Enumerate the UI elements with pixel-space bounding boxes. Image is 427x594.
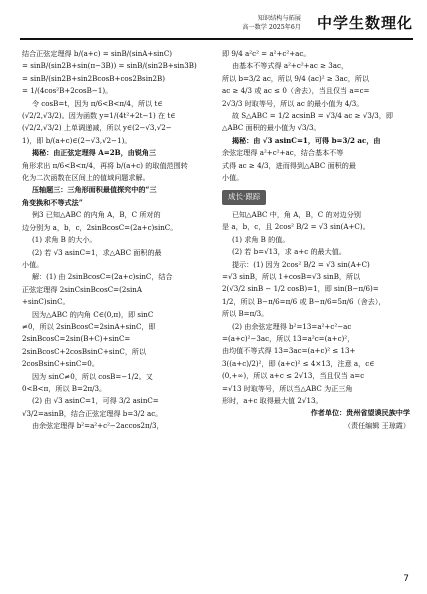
left-line: (√2/2,√3/2) 上单调递减，所以 y∈(2−√3,√2− [22, 123, 172, 133]
header-lines [183, 14, 301, 32]
right-line: (1) 求角 B 的值。 [231, 234, 290, 244]
left-line: 1)，即 b/(a+c)∈(2−√3,√2−1)。 [22, 135, 132, 145]
right-line: △ABC 面积的最小值为 √3/3。 [222, 123, 321, 133]
left-line: 小值。 [22, 259, 44, 269]
right-line: (2) 若 b=√13，求 a+c 的最大值。 [231, 247, 346, 257]
left-line: = 1/(4cos²B+2cosB−1)。 [22, 86, 113, 96]
left-line: 边分别为 a，b，c，2sinBcosC=(2a+c)sinC。 [22, 222, 178, 232]
left-column [22, 48, 212, 433]
section-title: 压轴题三：三角形面积最值探究中的“三 [31, 185, 157, 195]
right-line: 余弦定理得 a²+c²+ac，结合基本不等 [222, 148, 344, 158]
left-line: 2sinBcosC=2sin(B+C)+sinC= [22, 334, 131, 344]
right-line: 即 9/4 a²c² = a²+c²+ac。 [222, 49, 311, 58]
left-line: √3/2=asinB，结合正弦定理得 b=3/2 ac。 [22, 408, 163, 418]
left-line: 令 cosB=t，因为 π/6<B<π/4，所以 t∈ [31, 98, 163, 108]
right-line: 已知△ABC 中，角 A，B，C 的对边分别 [231, 209, 361, 219]
right-line: 是 a，b，c，且 2cos² B/2 = √3 sin(A+C)。 [222, 222, 370, 232]
right-line: 式得 ac ≥ 4/3，进而得到△ABC 面积的最 [222, 160, 356, 170]
left-line: 揭秘：由正弦定理得 A=2B，由锐角三 [31, 148, 157, 158]
left-line: 例3 已知△ABC 的内角 A，B，C 所对的 [31, 210, 161, 220]
left-line: 结合正弦定理得 b/(a+c) = sinB/(sinA+sinC) [22, 49, 173, 58]
responsible-editor: （责任编辑 王琼霞） [343, 420, 410, 430]
left-line: 因为 sinC≠0，所以 cosB=−1/2。又 [31, 371, 153, 381]
right-line: 故 S△ABC = 1/2 acsinB = √3/4 ac ≥ √3/3，即 [231, 111, 393, 121]
growth-badge: 成长·跟踪 [222, 190, 266, 204]
right-line: 所以 B=π/3。 [222, 309, 269, 319]
header-line-2: 高一数学 2025年6月 [242, 24, 301, 31]
left-line: 2sinBcosC+2cosBsinC+sinC，所以 [22, 346, 147, 356]
author-affiliation: 作者单位：贵州省望谟民族中学 [310, 408, 410, 418]
page-number: 7 [403, 574, 409, 584]
left-line: (1) 求角 B 的大小。 [31, 235, 97, 245]
right-column [222, 48, 410, 432]
right-line: (2) 由余弦定理得 b²=13=a²+c²−ac [231, 321, 352, 331]
right-line: 3((a+c)/2)²，即 (a+c)² ≤ 4×13，注意 a，c∈ [222, 358, 375, 368]
right-line: 由均值不等式得 13=3ac=(a+c)² ≤ 13+ [222, 346, 356, 356]
left-line: 由余弦定理得 b²=a²+c²−2accos2π/3， [31, 421, 164, 431]
left-line: 解：(1) 由 2sinBcosC=(2a+c)sinC，结合 [31, 272, 173, 282]
right-line: 由基本不等式得 a²+c²+ac ≥ 3ac， [231, 61, 349, 71]
right-line: =√3 sinB，所以 1+cosB=√3 sinB，所以 [222, 271, 361, 281]
left-line: 角形求出 π/6<B<π/4，再将 b/(a+c) 的取值范围转 [22, 160, 188, 170]
left-line: 2cosBsinC+sinC=0。 [22, 359, 99, 369]
header-divider [20, 38, 413, 40]
left-line: (2) 由 √3 asinC=1，可得 3/2 asinC= [31, 396, 159, 406]
right-line: 1/2，所以 B−π/6=π/6 或 B−π/6=5π/6（舍去）， [222, 296, 386, 306]
left-line: +sinC)sinC。 [22, 297, 70, 307]
left-line: 0<B<π，所以 B=2π/3。 [22, 383, 107, 393]
left-line: 化为二次函数在区间上的值域问题求解。 [22, 173, 150, 183]
left-line: (2) 若 √3 asinC=1，求△ABC 面积的最 [31, 247, 162, 257]
left-line: 因为△ABC 的内角 C∈(0,π)，即 sinC [31, 309, 154, 319]
right-line: 所以 b=3/2 ac，所以 9/4 (ac)² ≥ 3ac，所以 [222, 73, 370, 83]
header-line-1: 知识结构与拓展 [257, 15, 301, 22]
left-line: = sinB/(sin2B+sin2BcosB+cos2Bsin2B) [22, 73, 166, 83]
right-line: (0,+∞)，所以 a+c ≤ 2√13，当且仅当 a=c [222, 371, 365, 381]
right-line: ac ≥ 4/3 或 ac ≤ 0（舍去），当且仅当 a=c= [222, 86, 370, 96]
section-title: 角变换和不等式法” [22, 197, 83, 207]
left-line: ≠0，所以 2sinBcosC=2sinA+sinC，即 [22, 321, 156, 331]
right-line: =√13 时取等号，所以当△ABC 为正三角 [222, 383, 353, 393]
right-line: 小值。 [222, 173, 244, 183]
left-line: (√2/2,√3/2)。因为函数 y=1/(4t²+2t−1) 在 t∈ [22, 111, 176, 121]
right-line: =(a+c)²−3ac，所以 13=a²c=(a+c)²， [222, 333, 355, 343]
right-line: 形时，a+c 取得最大值 2√13。 [222, 395, 323, 405]
left-line: = sinB/(sin2B+sin(π−3B)) = sinB/(sin2B+sin3B) [22, 61, 197, 71]
journal-logo: 中学生数理化 [316, 14, 413, 32]
right-line: 揭秘：由 √3 asinC=1，可得 b=3/2 ac，由 [231, 135, 381, 145]
left-line: 正弦定理得 2sinCsinBcosC=(2sinA [22, 284, 142, 294]
right-line: 2(√3/2 sinB − 1/2 cosB)=1，即 sin(B−π/6)= [222, 284, 379, 294]
right-line: 2√3/3 时取等号，所以 ac 的最小值为 4/3。 [222, 98, 364, 108]
right-line: 提示：(1) 因为 2cos² B/2 = √3 sin(A+C) [231, 259, 370, 269]
